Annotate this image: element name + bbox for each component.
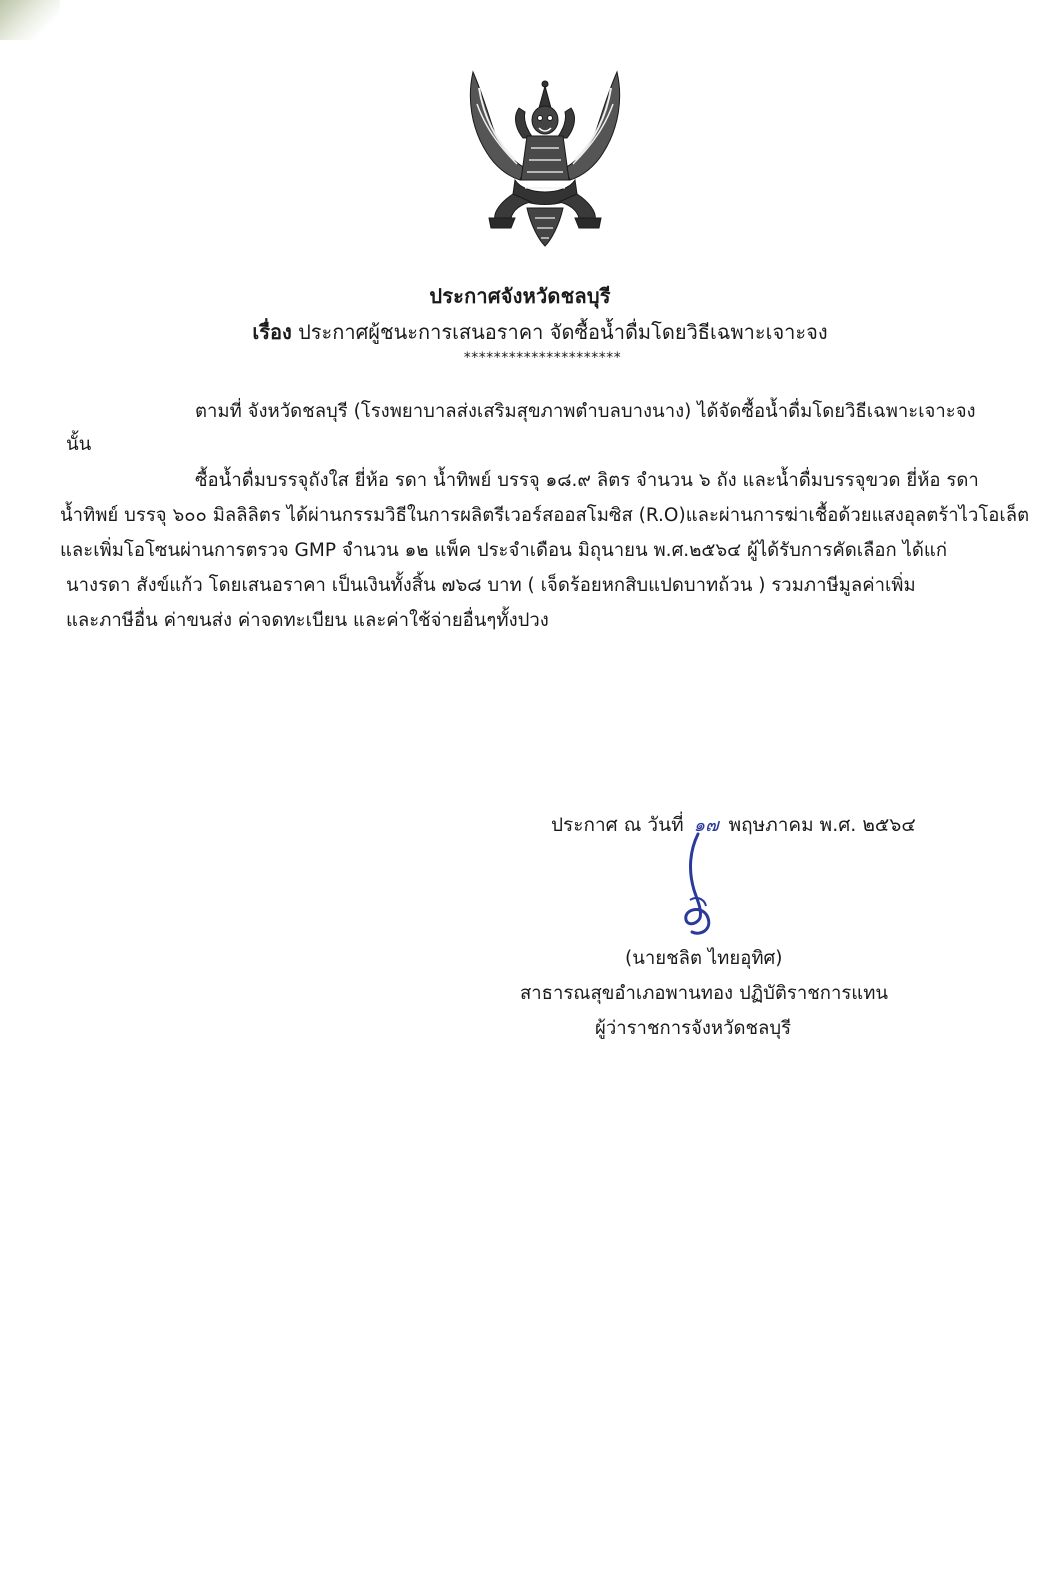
body-line-5: และภาษีอื่น ค่าขนส่ง ค่าจดทะเบียน และค่าใช้จ่ายอื่นๆทั้งปวง bbox=[66, 610, 549, 631]
announce-label: ประกาศ ณ วันที่ bbox=[551, 814, 684, 836]
subject-label: เรื่อง bbox=[252, 320, 292, 344]
announcement-date bbox=[551, 810, 916, 840]
separator: ********************* bbox=[463, 350, 622, 366]
body-line-4: นางรดา สังข์แก้ว โดยเสนอราคา เป็นเงินทั้งสิ้น ๗๖๘ บาท ( เจ็ดร้อยหกสิบแปดบาทถ้วน ) รวมภาษีมูลค่าเพิ่ม bbox=[66, 575, 916, 596]
announce-day: ๑๗ bbox=[693, 815, 719, 836]
signer-position-2: ผู้ว่าราชการจังหวัดชลบุรี bbox=[595, 1018, 792, 1039]
subject-text: ประกาศผู้ชนะการเสนอราคา จัดซื้อน้ำดื่มโดยวิธีเฉพาะเจาะจง bbox=[298, 320, 828, 344]
scan-corner-smudge bbox=[0, 0, 60, 40]
garuda-emblem-icon bbox=[465, 68, 625, 250]
page-title: ประกาศจังหวัดชลบุรี bbox=[429, 284, 611, 308]
signer-position-1: สาธารณสุขอำเภอพานทอง ปฏิบัติราชการแทน bbox=[520, 983, 889, 1004]
intro-line-1: ตามที่ จังหวัดชลบุรี (โรงพยาบาลส่งเสริมสุขภาพตำบลบางนาง) ได้จัดซื้อน้ำดื่มโดยวิธีเฉพาะเจาะจง bbox=[195, 401, 976, 422]
announce-month-year: พฤษภาคม พ.ศ. ๒๕๖๔ bbox=[728, 814, 916, 836]
signer-name: (นายชลิต ไทยอุทิศ) bbox=[625, 948, 783, 969]
body-line-2: น้ำทิพย์ บรรจุ ๖๐๐ มิลลิลิตร ได้ผ่านกรรมวิธีในการผลิตรีเวอร์สออสโมซิส (R.O)และผ่านการฆ่าเชื้อด้วยแสงอุลตร้าไวโอเล็ต bbox=[60, 505, 1030, 526]
body-line-1: ซื้อน้ำดื่มบรรจุถังใส ยี่ห้อ รดา น้ำทิพย์ บรรจุ ๑๘.๙ ลิตร จำนวน ๖ ถัง และน้ำดื่มบรรจุขวด ยี่ห้อ รดา bbox=[195, 470, 979, 491]
handwritten-signature-icon bbox=[660, 830, 730, 940]
body-line-3: และเพิ่มโอโซนผ่านการตรวจ GMP จำนวน ๑๒ แพ็ค ประจำเดือน มิถุนายน พ.ศ.๒๕๖๔ ผู้ได้รับการคัดเลือก ได้แก่ bbox=[60, 540, 948, 561]
subject-line bbox=[0, 316, 1040, 348]
intro-line-2: นั้น bbox=[66, 434, 92, 455]
